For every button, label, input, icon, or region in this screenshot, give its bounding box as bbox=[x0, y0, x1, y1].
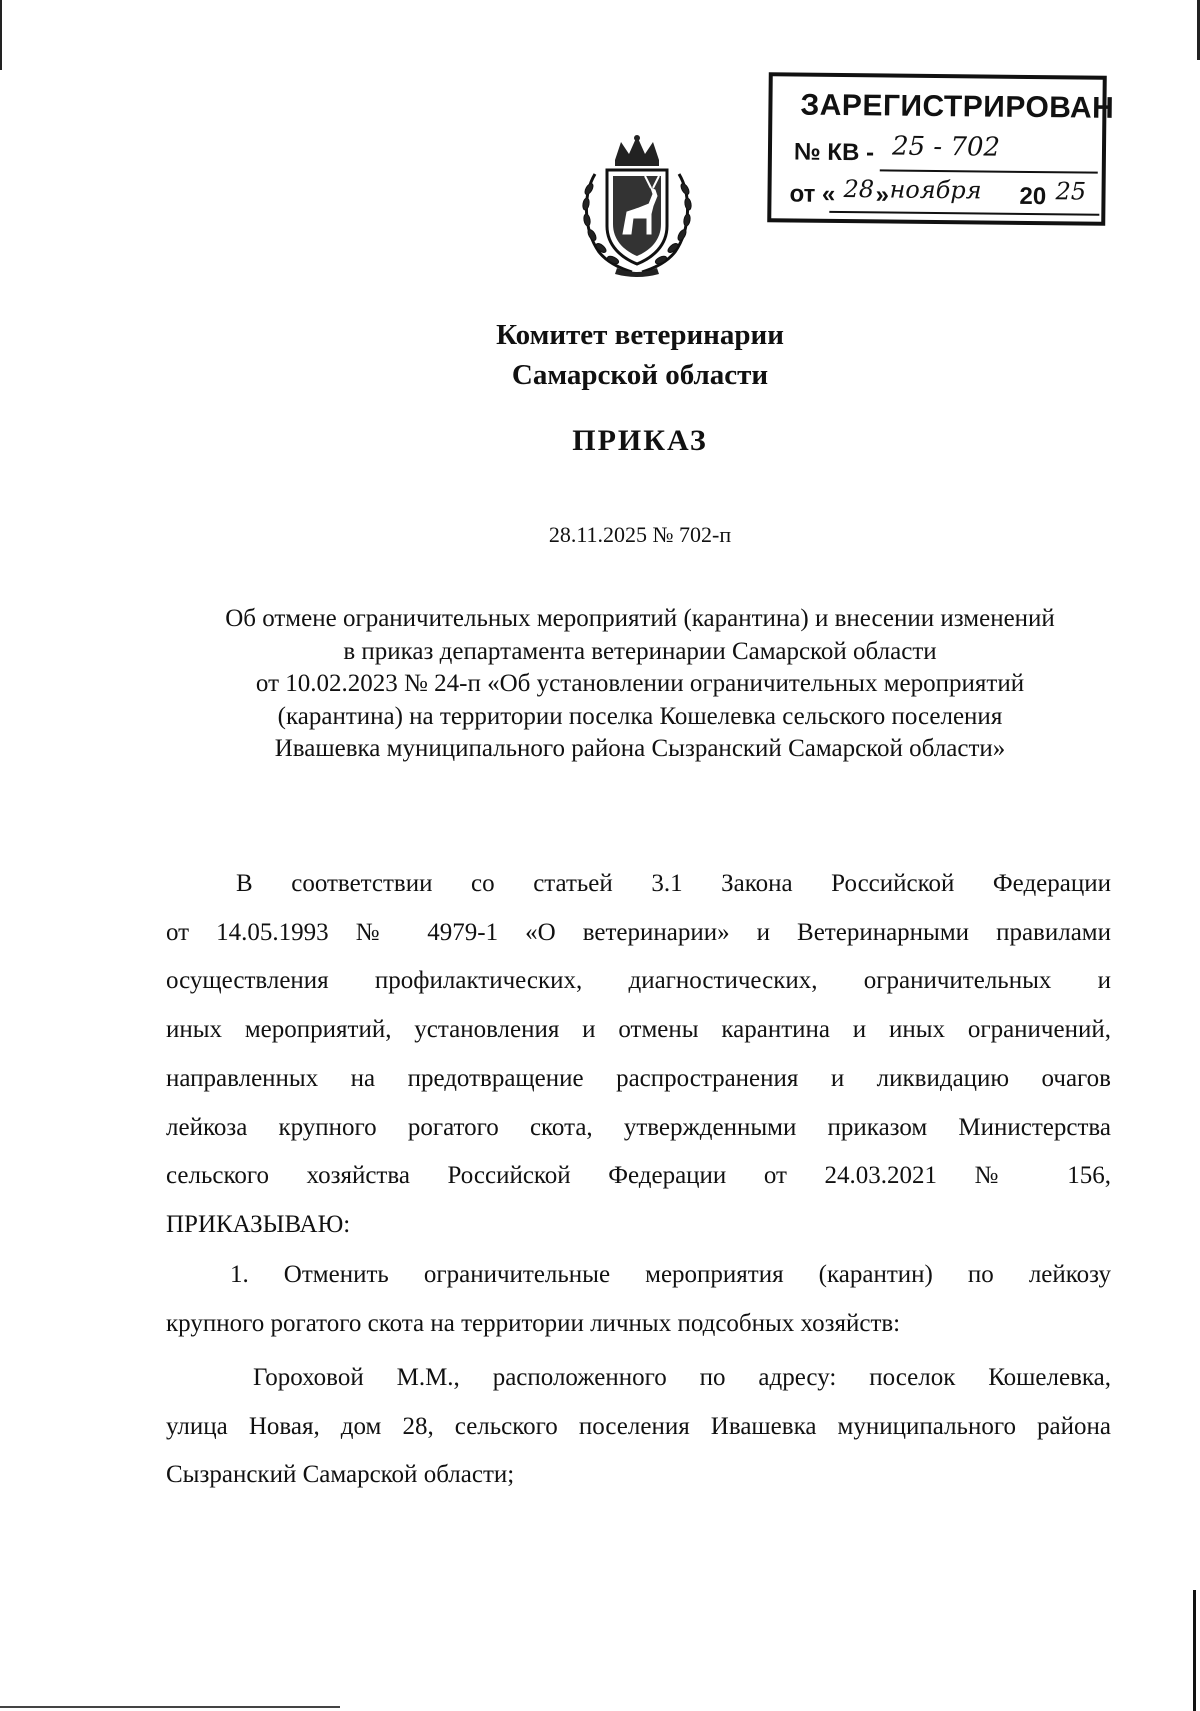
item1-sub-line: улица Новая, дом 28, сельского поселения Ивашевка муниципального района bbox=[166, 1412, 1111, 1440]
stamp-date-line bbox=[789, 180, 835, 208]
preamble-line: лейкоза крупного рогатого скота, утвержденными приказом Министерства bbox=[166, 1113, 1111, 1141]
preamble-line: В соответствии со статьей 3.1 Закона Российской Федерации bbox=[236, 870, 1111, 897]
subject-line: Об отмене ограничительных мероприятий (карантина) и внесении изменений bbox=[225, 605, 1055, 632]
coat-of-arms-emblem bbox=[577, 134, 697, 279]
preamble-line: осуществления профилактических, диагностических, ограничительных и bbox=[166, 967, 1111, 995]
item1-sub-line: Гороховой М.М., расположенного по адресу: поселок Кошелевка, bbox=[253, 1364, 1111, 1391]
registration-stamp bbox=[767, 72, 1115, 226]
scan-edge-right-bottom bbox=[1193, 1590, 1196, 1711]
document-subject bbox=[160, 603, 1120, 766]
stamp-date-month-handwritten: ноября bbox=[889, 175, 982, 205]
preamble-line: ПРИКАЗЫВАЮ: bbox=[166, 1210, 351, 1238]
preamble-line: сельского хозяйства Российской Федерации от 24.03.2021 № 156, bbox=[166, 1162, 1111, 1190]
stamp-date-underline bbox=[829, 211, 1099, 216]
stamp-number-underline bbox=[880, 169, 1098, 173]
preamble-paragraph bbox=[166, 860, 1111, 1250]
stamp-date-mid: » bbox=[875, 181, 890, 209]
stamp-number-handwritten: 25 - 702 bbox=[891, 131, 1001, 163]
subject-line: в приказ департамента ветеринарии Самарской области bbox=[343, 637, 937, 665]
document-date-number: 28.11.2025 № 702-п bbox=[548, 522, 732, 547]
item1-paragraph bbox=[166, 1251, 1111, 1348]
stamp-title: ЗАРЕГИСТРИРОВАН bbox=[800, 88, 1115, 125]
organization-name-line2: Самарской области bbox=[511, 359, 769, 391]
preamble-line: иных мероприятий, установления и отмены карантина и иных ограничений, bbox=[166, 1016, 1111, 1044]
subject-line: Ивашевка муниципального района Сызранский Самарской области» bbox=[274, 735, 1006, 762]
stamp-date-year-prefix: 20 bbox=[1019, 182, 1047, 211]
item1-line: 1. Отменить ограничительные мероприятия (карантин) по лейкозу bbox=[230, 1261, 1111, 1288]
preamble-line: направленных на предотвращение распространения и ликвидацию очагов bbox=[166, 1064, 1111, 1092]
item1-sub-line: Сызранский Самарской области; bbox=[166, 1461, 515, 1489]
stamp-date-day-handwritten: 28 bbox=[843, 175, 875, 204]
item1-sub-paragraph bbox=[166, 1354, 1111, 1500]
stamp-date-year-handwritten: 25 bbox=[1055, 177, 1087, 206]
scan-edge-bottom bbox=[0, 1706, 340, 1708]
scan-edge-left bbox=[0, 0, 2, 70]
subject-line: от 10.02.2023 № 24-п «Об установлении ограничительных мероприятий bbox=[255, 670, 1025, 697]
stamp-number-line bbox=[794, 139, 874, 168]
organization-name-line1: Комитет ветеринарии bbox=[496, 319, 784, 351]
preamble-line: от 14.05.1993 № 4979-1 «О ветеринарии» и Ветеринарными правилами bbox=[166, 918, 1111, 946]
item1-line: крупного рогатого скота на территории личных подсобных хозяйств: bbox=[166, 1309, 901, 1337]
stamp-date-prefix: от « bbox=[789, 180, 836, 208]
subject-line: (карантина) на территории поселка Кошелевка сельского поселения bbox=[277, 702, 1003, 730]
stamp-number-prefix: № КВ - bbox=[793, 138, 875, 167]
document-type-title: ПРИКАЗ bbox=[572, 424, 708, 457]
